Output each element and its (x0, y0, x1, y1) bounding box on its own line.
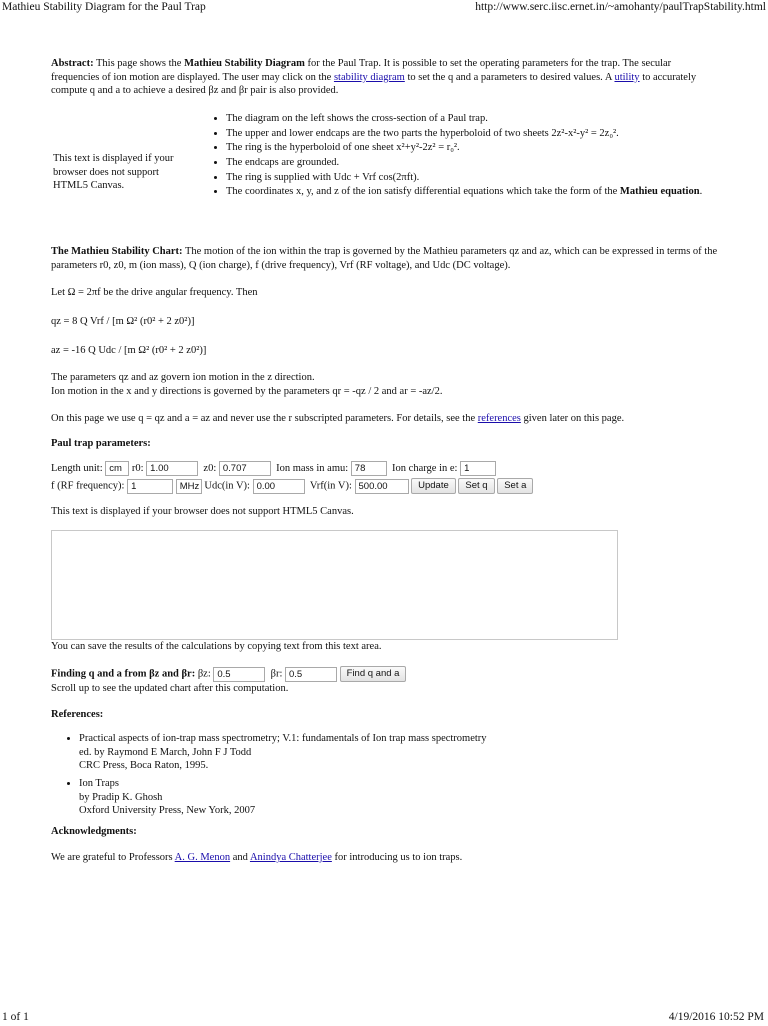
references-link[interactable]: references (477, 413, 521, 424)
notation-note: On this page we use q = qz and a = az and never use the r subscripted parameters. For details, see the references given later on this page. (51, 413, 625, 424)
ack-heading: Acknowledgments: (51, 826, 137, 837)
trap-description-list (212, 112, 712, 200)
find-qa-row: Finding q and a from βz and βr: βz: 0.5 βr: 0.5 Find q and a (51, 666, 406, 682)
let-line: Let Ω = 2πf be the drive angular frequency. Then (51, 287, 258, 298)
page-title: Mathieu Stability Diagram for the Paul Trap (2, 1, 206, 13)
scroll-note: Scroll up to see the updated chart after this computation. (51, 683, 289, 694)
ion-charge-input[interactable]: 1 (460, 461, 496, 476)
list-item: • The upper and lower endcaps are the two parts the hyperboloid of two sheets 2z²-x²-y² = 2z₀². (226, 127, 712, 141)
ack-text: We are grateful to Professors A. G. Menon and Anindya Chatterjee for introducing us to ion traps. (51, 852, 463, 863)
equation-qz: qz = 8 Q Vrf / [m Ω² (r0² + 2 z0²)] (51, 316, 195, 327)
r0-input[interactable]: 1.00 (146, 461, 198, 476)
stability-diagram-link[interactable]: stability diagram (333, 71, 405, 83)
results-textarea[interactable] (51, 530, 618, 640)
length-unit-select[interactable]: cm (105, 461, 129, 476)
references-list (65, 732, 705, 819)
print-header (0, 0, 768, 16)
frequency-unit-select[interactable]: MHz (176, 479, 202, 494)
params-row-1: Length unit: cm r0: 1.00 z0: 0.707 Ion mass in amu: 78 Ion charge in e: 1 (51, 461, 496, 476)
references-heading: References: (51, 709, 104, 720)
update-button[interactable]: Update (411, 478, 456, 494)
canvas-fallback-text: This text is displayed if your browser does not support HTML5 Canvas. (53, 153, 174, 192)
paul-params-heading: Paul trap parameters: (51, 438, 151, 449)
list-item: • The ring is the hyperboloid of one sheet x²+y²-2z² = r₀². (226, 141, 712, 155)
canvas-fallback-text-2: This text is displayed if your browser does not support HTML5 Canvas. (51, 506, 354, 517)
z0-input[interactable]: 0.707 (219, 461, 271, 476)
list-item: • The ring is supplied with Udc + Vrf cos(2πft). (226, 171, 712, 185)
page-number: 1 of 1 (2, 1011, 29, 1023)
set-q-button[interactable]: Set q (458, 478, 494, 494)
beta-r-input[interactable]: 0.5 (285, 667, 337, 682)
ion-mass-input[interactable]: 78 (351, 461, 387, 476)
set-a-button[interactable]: Set a (497, 478, 533, 494)
rf-frequency-input[interactable]: 1 (127, 479, 173, 494)
vrf-input[interactable]: 500.00 (355, 479, 409, 494)
beta-z-input[interactable]: 0.5 (213, 667, 265, 682)
list-item: • The endcaps are grounded. (226, 156, 712, 170)
find-q-and-a-button[interactable]: Find q and a (340, 666, 407, 682)
chart-section: The Mathieu Stability Chart: The motion of the ion within the trap is governed by the Mathieu parameters qz and az, which can be expressed in terms of the parameters r0, z0, m (ion mass), Q (ion charge), f (drive frequency), Vrf (RF voltage), and Udc (DC voltage). (51, 246, 718, 271)
list-item: • The diagram on the left shows the cross-section of a Paul trap. (226, 112, 712, 126)
parameter-text: The parameters qz and az govern ion motion in the z direction. Ion motion in the x and y directions is governed by the parameters qr = -qz / 2 and ar = -az/2. (51, 372, 443, 397)
reference-item: • Ion Traps by Pradip K. Ghosh Oxford University Press, New York, 2007 (79, 777, 705, 818)
params-row-2: f (RF frequency): 1 MHz Udc(in V): 0.00 Vrf(in V): 500.00 Update Set q Set a (51, 478, 533, 494)
menon-link[interactable]: A. G. Menon (174, 852, 231, 863)
page-url: http://www.serc.iisc.ernet.in/~amohanty/paulTrapStability.html (475, 1, 766, 13)
utility-link[interactable]: utility (614, 71, 640, 83)
list-item: • The coordinates x, y, and z of the ion satisfy differential equations which take the form of the Mathieu equation. (226, 185, 712, 199)
reference-item: • Practical aspects of ion-trap mass spectrometry; V.1: fundamentals of Ion trap mass spectrometry ed. by Raymond E March, John F J Todd CRC Press, Boca Raton, 1995. (79, 732, 705, 773)
abstract: Abstract: This page shows the Mathieu Stability Diagram for the Paul Trap. It is possible to set the operating parameters for the trap. The secular frequencies of ion motion are displayed. The user may click on the stability diagram to set the q and a parameters to desired values. A utility to accurately compute q and a to achieve a desired βz and βr pair is also provided. (51, 58, 697, 97)
chatterjee-link[interactable]: Anindya Chatterjee (249, 852, 332, 863)
textarea-note: You can save the results of the calculations by copying text from this text area. (51, 641, 382, 652)
print-datetime: 4/19/2016 10:52 PM (668, 1011, 764, 1023)
udc-input[interactable]: 0.00 (253, 479, 305, 494)
equation-az: az = -16 Q Udc / [m Ω² (r0² + 2 z0²)] (51, 345, 207, 356)
